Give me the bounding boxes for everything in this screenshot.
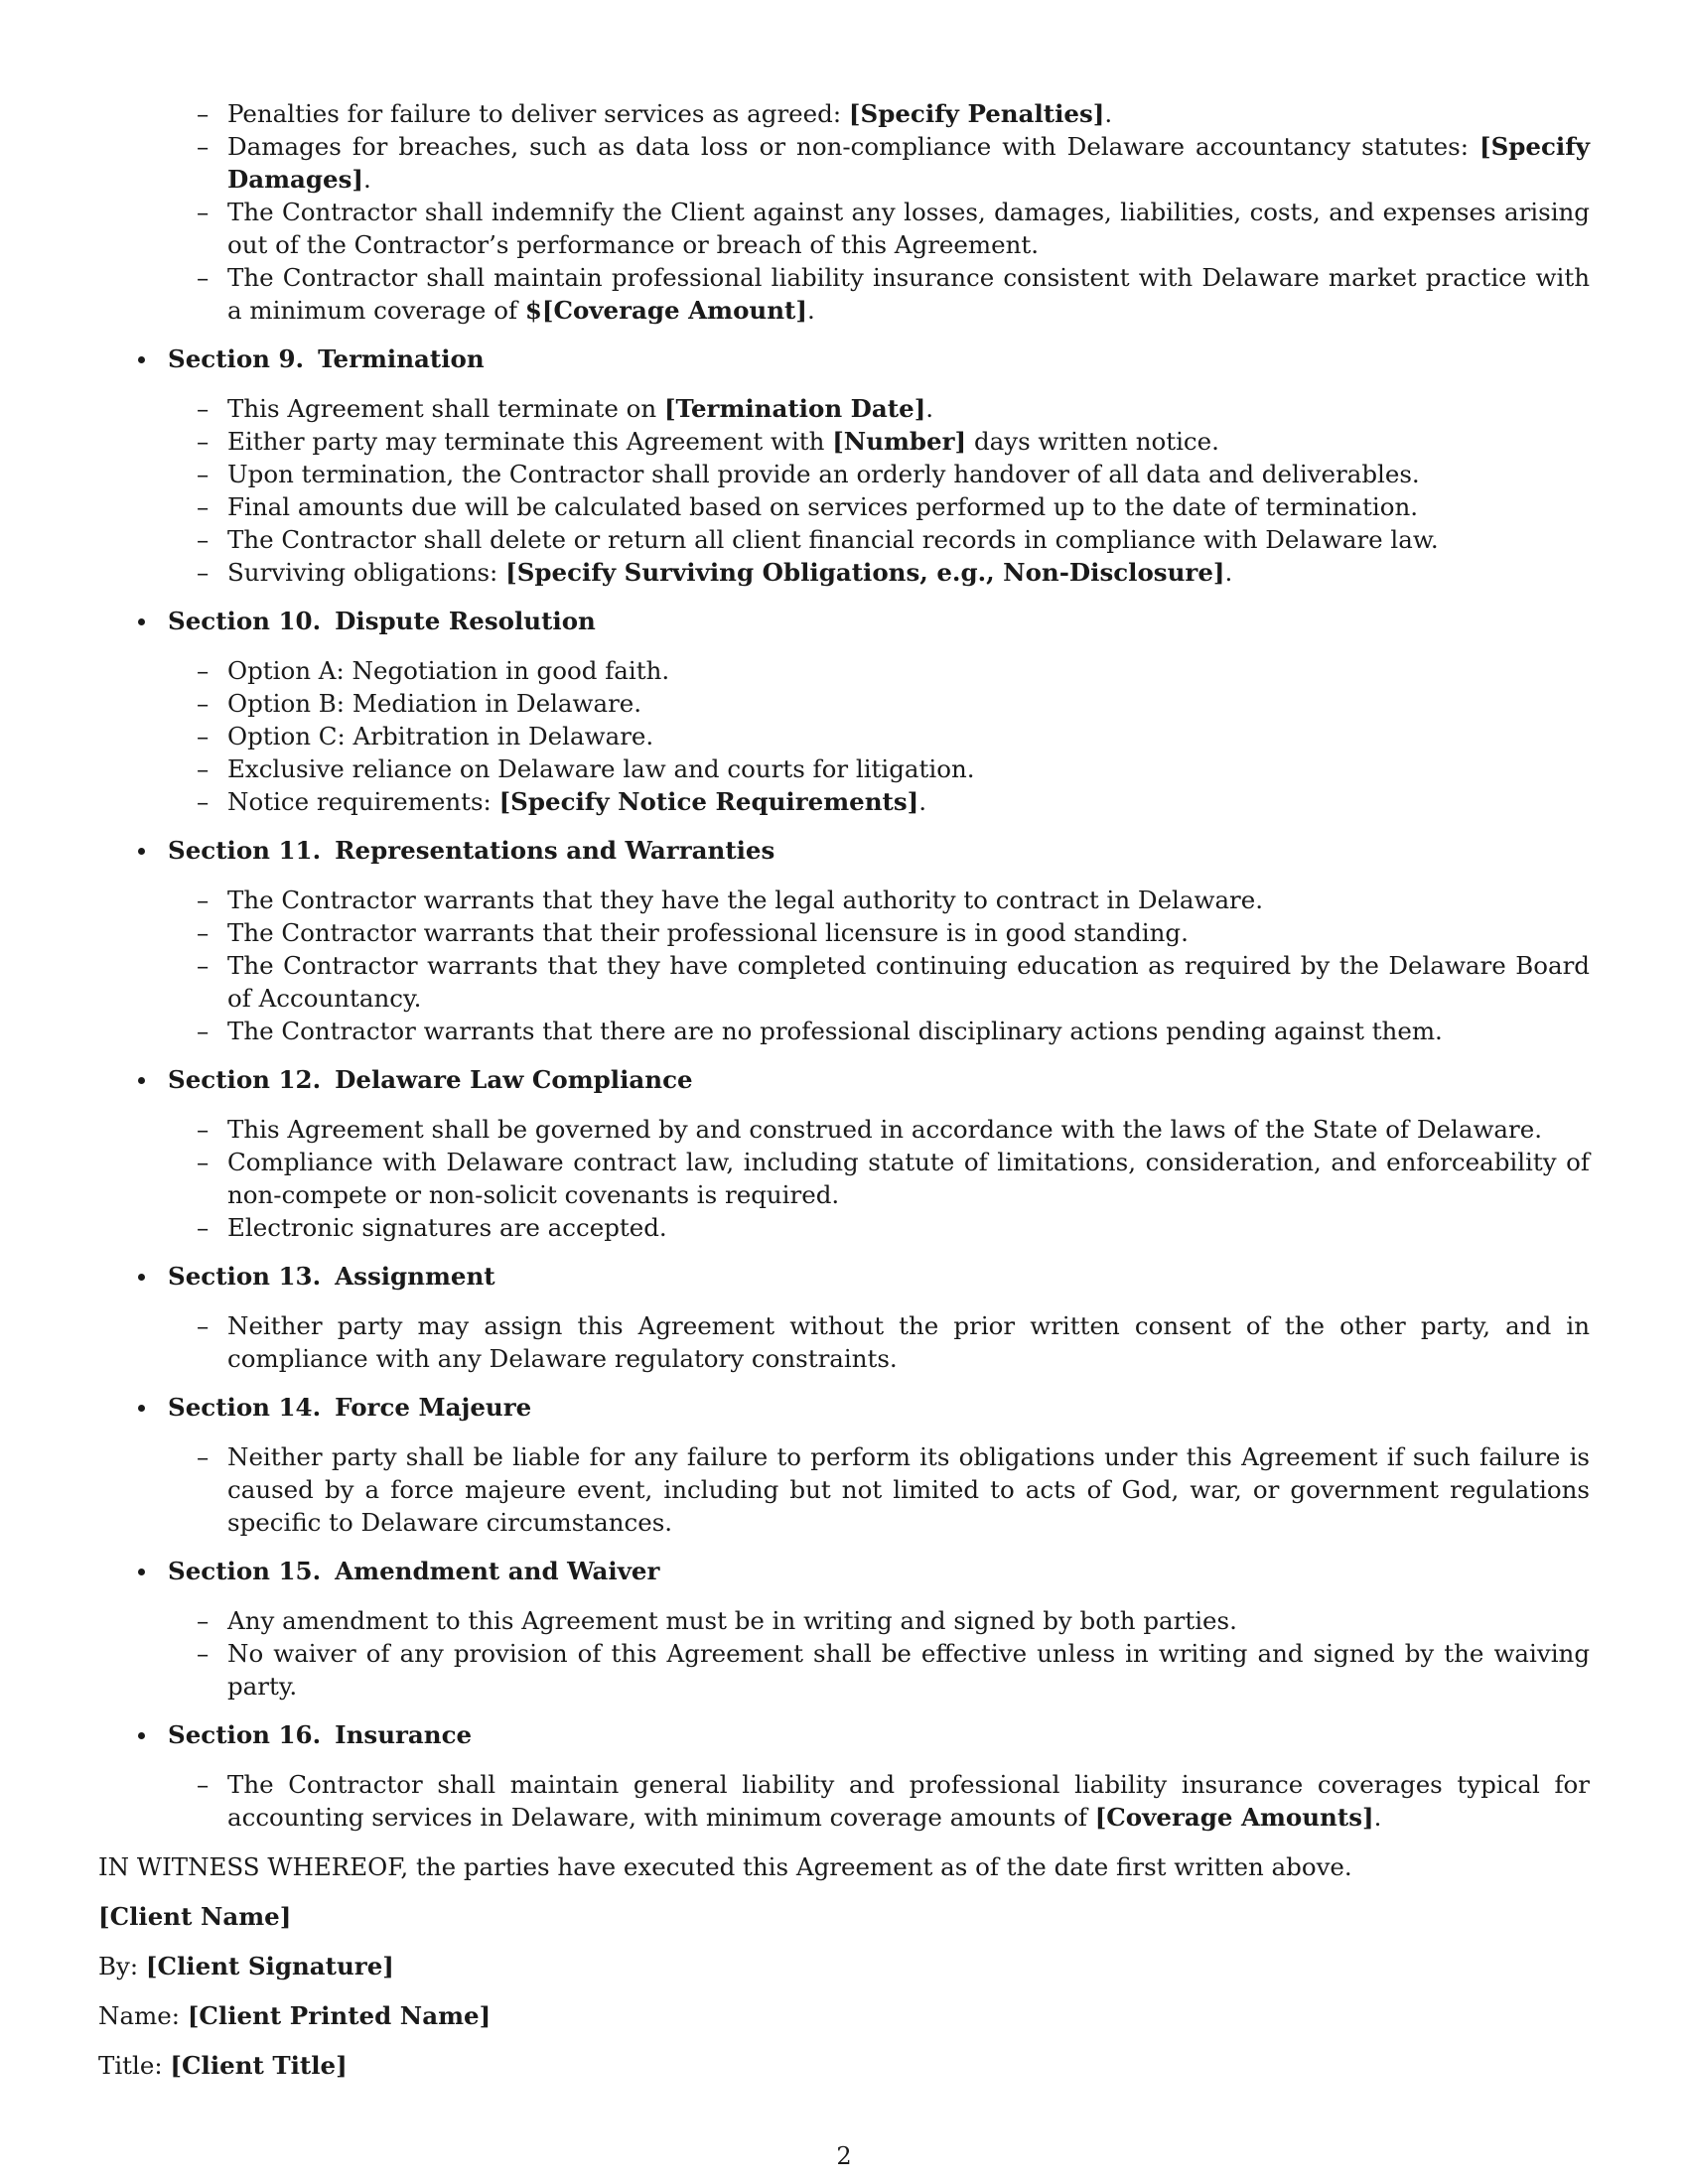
placeholder-field: [Specify Notice Requirements]: [498, 787, 919, 816]
sections-container: [98, 342, 1590, 1834]
section-number: Section 11.: [168, 836, 322, 865]
client-printed-name-line: Name: [Client Printed Name]: [98, 2001, 492, 2030]
list-item: – The Contractor warrants that there are no professional disciplinary actions pending against them.: [98, 1015, 1590, 1047]
section-number: Section 15.: [168, 1557, 322, 1585]
section-items: [98, 1604, 1590, 1703]
list-item: – Any amendment to this Agreement must be in writing and signed by both parties.: [98, 1604, 1590, 1637]
placeholder-field: $[Coverage Amount]: [524, 296, 807, 325]
placeholder-field: [Number]: [832, 427, 967, 456]
list-item: – The Contractor shall delete or return all client financial records in compliance with Delaware law.: [98, 523, 1590, 556]
placeholder-field: [Termination Date]: [663, 394, 926, 423]
section-items: [98, 1309, 1590, 1375]
list-item: – This Agreement shall be governed by and construed in accordance with the laws of the State of Delaware.: [98, 1113, 1590, 1146]
list-item: – The Contractor shall indemnify the Client against any losses, damages, liabilities, costs, and expenses arising out of the Contractor’s performance or breach of this Agreement.: [98, 196, 1590, 261]
list-item: – This Agreement shall terminate on [Termination Date].: [98, 392, 1590, 425]
list-item: – Option C: Arbitration in Delaware.: [98, 720, 1590, 752]
section-heading: [98, 834, 1590, 867]
section-heading: [98, 342, 1590, 375]
placeholder-field: [Specify Surviving Obligations, e.g., Non-Disclosure]: [505, 558, 1225, 587]
page-number: 2: [836, 2142, 852, 2170]
section-title: Amendment and Waiver: [335, 1557, 660, 1585]
list-item: – Surviving obligations: [Specify Surviving Obligations, e.g., Non-Disclosure].: [98, 556, 1590, 589]
list-item: – Neither party shall be liable for any failure to perform its obligations under this Agreement if such failure is caused by a force majeure event, including but not limited to acts of God, war, or government regulations specific to Delaware circumstances.: [98, 1440, 1590, 1539]
section-title: Termination: [318, 344, 485, 373]
list-item: – Exclusive reliance on Delaware law and courts for litigation.: [98, 752, 1590, 785]
list-item: – Penalties for failure to deliver services as agreed: [Specify Penalties].: [98, 97, 1590, 130]
document-page: [98, 97, 1590, 2082]
section-number: Section 12.: [168, 1065, 322, 1094]
section-title: Force Majeure: [335, 1393, 532, 1422]
list-item: – Notice requirements: [Specify Notice Requirements].: [98, 785, 1590, 818]
placeholder-field: [Coverage Amounts]: [1094, 1803, 1374, 1832]
section-items: [98, 1440, 1590, 1539]
list-item: – The Contractor warrants that they have the legal authority to contract in Delaware.: [98, 884, 1590, 916]
section-items: [98, 884, 1590, 1047]
list-item: – Damages for breaches, such as data loss or non-compliance with Delaware accountancy statutes: [Specify Damages].: [98, 130, 1590, 196]
section-heading: [98, 1391, 1590, 1424]
section-title: Dispute Resolution: [335, 607, 596, 635]
placeholder-field: [Specify Damages]: [227, 132, 1590, 194]
section-8-items: [98, 97, 1590, 327]
section-heading: [98, 1260, 1590, 1293]
section-number: Section 16.: [168, 1720, 322, 1749]
client-signature-line: By: [Client Signature]: [98, 1952, 394, 1980]
list-item: – Electronic signatures are accepted.: [98, 1211, 1590, 1244]
section-number: Section 10.: [168, 607, 322, 635]
placeholder-field: [Specify Penalties]: [848, 99, 1105, 128]
list-item: – Upon termination, the Contractor shall provide an orderly handover of all data and deliverables.: [98, 458, 1590, 490]
section-title: Assignment: [335, 1262, 495, 1291]
section-number: Section 9.: [168, 344, 305, 373]
list-item: – The Contractor shall maintain general liability and professional liability insurance coverages typical for accounting services in Delaware, with minimum coverage amounts of [Coverage Amounts].: [98, 1768, 1590, 1834]
section-title: Delaware Law Compliance: [335, 1065, 693, 1094]
list-item: – Final amounts due will be calculated based on services performed up to the date of termination.: [98, 490, 1590, 523]
section-number: Section 13.: [168, 1262, 322, 1291]
section-heading: [98, 1555, 1590, 1587]
list-item: – The Contractor shall maintain professional liability insurance consistent with Delaware market practice with a minimum coverage of $[Coverage Amount].: [98, 261, 1590, 327]
section-items: [98, 1768, 1590, 1834]
list-item: – Option B: Mediation in Delaware.: [98, 687, 1590, 720]
list-item: – The Contractor warrants that they have completed continuing education as required by the Delaware Board of Accountancy.: [98, 949, 1590, 1015]
section-heading: [98, 1063, 1590, 1096]
section-title: Insurance: [335, 1720, 473, 1749]
list-item: – Neither party may assign this Agreement without the prior written consent of the other party, and in compliance with any Delaware regulatory constraints.: [98, 1309, 1590, 1375]
list-item: – Compliance with Delaware contract law, including statute of limitations, consideration, and enforceability of non-compete or non-solicit covenants is required.: [98, 1146, 1590, 1211]
client-name: [Client Name]: [98, 1902, 292, 1931]
witness-clause: IN WITNESS WHEREOF, the parties have executed this Agreement as of the date first written above.: [98, 1852, 1352, 1881]
section-heading: [98, 1718, 1590, 1751]
list-item: – Option A: Negotiation in good faith.: [98, 654, 1590, 687]
section-number: Section 14.: [168, 1393, 322, 1422]
section-items: [98, 1113, 1590, 1244]
section-items: [98, 392, 1590, 589]
section-title: Representations and Warranties: [335, 836, 775, 865]
list-item: – No waiver of any provision of this Agreement shall be effective unless in writing and signed by the waiving party.: [98, 1637, 1590, 1703]
list-item: – Either party may terminate this Agreement with [Number] days written notice.: [98, 425, 1590, 458]
section-items: [98, 654, 1590, 818]
section-heading: [98, 605, 1590, 637]
list-item: – The Contractor warrants that their professional licensure is in good standing.: [98, 916, 1590, 949]
client-title-line: Title: [Client Title]: [98, 2051, 348, 2080]
